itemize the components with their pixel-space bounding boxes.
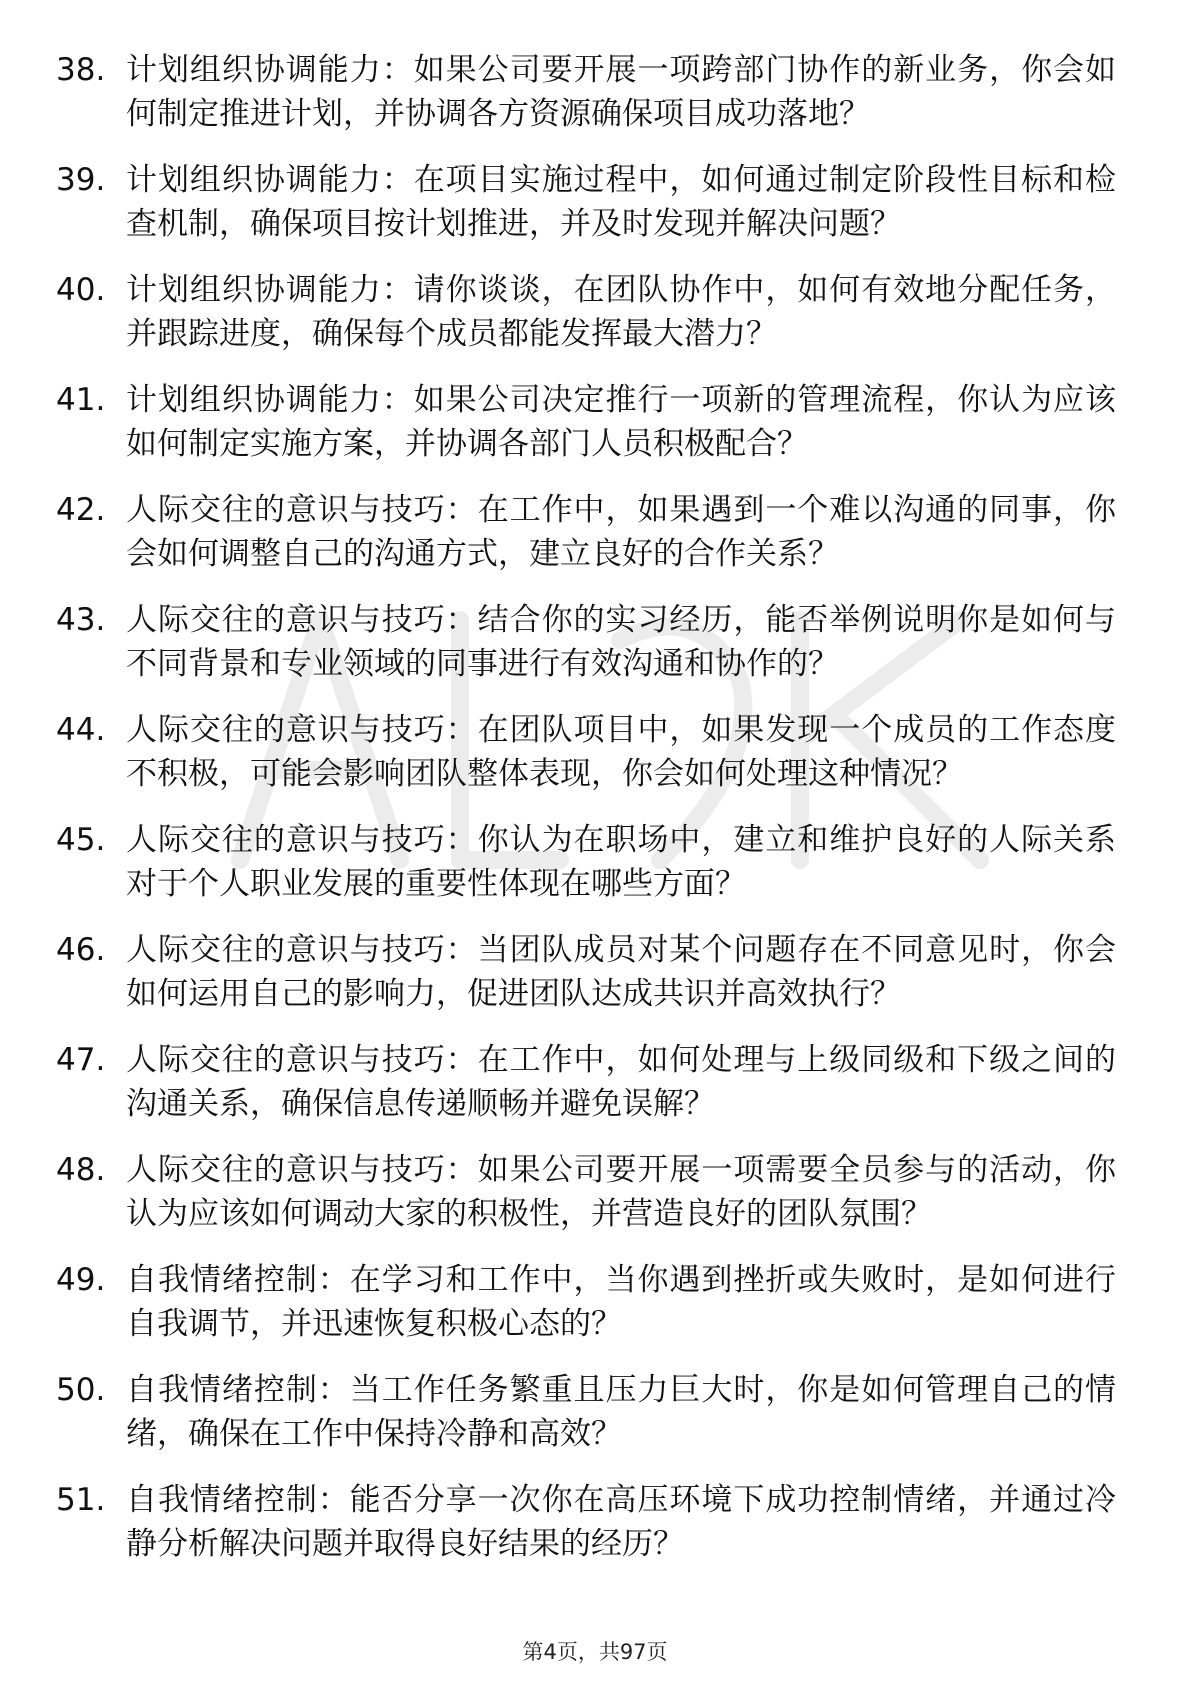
question-text: 计划组织协调能力：在项目实施过程中，如何通过制定阶段性目标和检查机制，确保项目按计划推进，并及时发现并解决问题？	[126, 162, 1116, 242]
question-item	[56, 1368, 1116, 1456]
page-number-footer: 第4页，共97页	[522, 1640, 668, 1664]
question-text: 人际交往的意识与技巧：你认为在职场中，建立和维护良好的人际关系对于个人职业发展的重要性体现在哪些方面？	[126, 822, 1116, 902]
question-item	[56, 158, 1116, 246]
question-number: 47.	[56, 1042, 106, 1078]
question-number: 46.	[56, 932, 106, 968]
question-text: 人际交往的意识与技巧：在工作中，如果遇到一个难以沟通的同事，你会如何调整自己的沟通方式，建立良好的合作关系？	[126, 492, 1116, 572]
question-item	[56, 48, 1116, 136]
question-number: 50.	[56, 1372, 106, 1408]
question-list	[56, 48, 1116, 1588]
question-number: 38.	[56, 52, 106, 88]
question-text: 计划组织协调能力：请你谈谈，在团队协作中，如何有效地分配任务，并跟踪进度，确保每个成员都能发挥最大潜力？	[126, 272, 1116, 352]
question-text: 自我情绪控制：能否分享一次你在高压环境下成功控制情绪，并通过冷静分析解决问题并取得良好结果的经历？	[126, 1482, 1116, 1562]
question-item	[56, 268, 1116, 356]
question-number: 44.	[56, 712, 106, 748]
question-item	[56, 928, 1116, 1016]
question-number: 42.	[56, 492, 106, 528]
question-text: 人际交往的意识与技巧：在工作中，如何处理与上级同级和下级之间的沟通关系，确保信息传递顺畅并避免误解？	[126, 1042, 1116, 1122]
question-number: 45.	[56, 822, 106, 858]
question-number: 43.	[56, 602, 106, 638]
question-number: 40.	[56, 272, 106, 308]
question-text: 计划组织协调能力：如果公司要开展一项跨部门协作的新业务，你会如何制定推进计划，并协调各方资源确保项目成功落地？	[126, 52, 1116, 132]
question-number: 49.	[56, 1262, 106, 1298]
question-item	[56, 378, 1116, 466]
question-item	[56, 1258, 1116, 1346]
question-number: 51.	[56, 1482, 106, 1518]
question-item	[56, 1478, 1116, 1566]
question-text: 人际交往的意识与技巧：如果公司要开展一项需要全员参与的活动，你认为应该如何调动大家的积极性，并营造良好的团队氛围？	[126, 1152, 1116, 1232]
question-item	[56, 708, 1116, 796]
question-item	[56, 488, 1116, 576]
question-text: 计划组织协调能力：如果公司决定推行一项新的管理流程，你认为应该如何制定实施方案，并协调各部门人员积极配合？	[126, 382, 1116, 462]
question-text: 自我情绪控制：当工作任务繁重且压力巨大时，你是如何管理自己的情绪，确保在工作中保持冷静和高效？	[126, 1372, 1116, 1452]
question-item	[56, 1038, 1116, 1126]
question-number: 39.	[56, 162, 106, 198]
question-text: 自我情绪控制：在学习和工作中，当你遇到挫折或失败时，是如何进行自我调节，并迅速恢复积极心态的？	[126, 1262, 1116, 1342]
question-text: 人际交往的意识与技巧：在团队项目中，如果发现一个成员的工作态度不积极，可能会影响团队整体表现，你会如何处理这种情况？	[126, 712, 1116, 792]
question-text: 人际交往的意识与技巧：结合你的实习经历，能否举例说明你是如何与不同背景和专业领域的同事进行有效沟通和协作的？	[126, 602, 1116, 682]
question-item	[56, 1148, 1116, 1236]
question-item	[56, 598, 1116, 686]
question-text: 人际交往的意识与技巧：当团队成员对某个问题存在不同意见时，你会如何运用自己的影响力，促进团队达成共识并高效执行？	[126, 932, 1116, 1012]
question-number: 48.	[56, 1152, 106, 1188]
question-item	[56, 818, 1116, 906]
question-number: 41.	[56, 382, 106, 418]
